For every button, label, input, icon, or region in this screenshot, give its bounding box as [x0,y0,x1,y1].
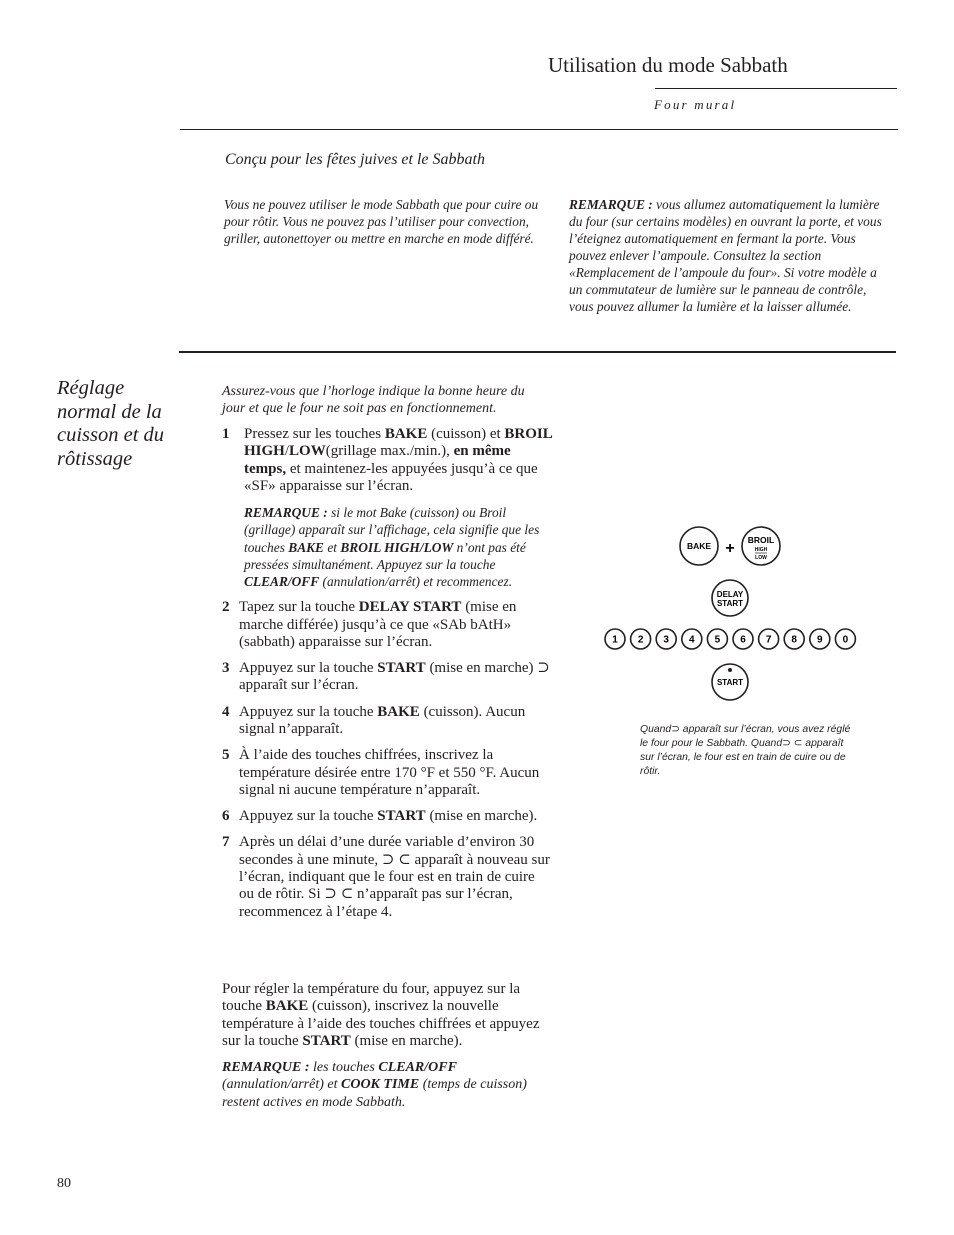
note-key: CLEAR/OFF [244,574,320,589]
number-key-label: 2 [637,634,644,646]
number-key-label: 6 [740,634,746,646]
number-key-6 [733,629,753,649]
start-key [712,664,748,700]
step-text: et maintenez-les appuyées jusqu’à ce que «SF» apparaisse sur l’écran. [244,460,538,494]
broil-key-label: BROIL [747,535,775,545]
step-number: 2 [222,599,230,616]
step-key: START [377,660,426,677]
step-number: 6 [222,808,230,825]
number-key-label: 1 [612,634,618,646]
number-key-label: 9 [817,634,823,646]
number-key-label: 7 [765,634,772,646]
step-number: 1 [222,426,230,442]
step-text: (mise en marche) ⊃ apparaît sur l’écran. [239,660,550,694]
paragraph-key: BAKE [265,998,309,1015]
note-label: REMARQUE : [222,1060,310,1075]
note-text: si le mot Bake (cuisson) ou Broil (grillage) apparaît sur l’affichage, cela signifie que les touches [244,505,540,555]
plus-sign: + [725,540,735,557]
number-key-0 [835,629,855,649]
number-key-5 [707,629,727,649]
section-divider-thick [179,351,896,353]
number-key-3 [656,629,676,649]
paragraph-text: (cuisson), inscrivez la nouvelle température à l’aide des touches chiffrées et appuyez sur la touche [222,998,540,1049]
step-text: Tapez sur la touche [239,599,359,616]
page-number: 80 [57,1176,71,1191]
step-text: Appuyez sur la touche [239,808,378,825]
start-indicator-dot [728,668,732,672]
step-text: Pressez sur les touches [244,426,385,442]
step-note [244,504,552,590]
step-7 [222,834,552,920]
step-number: 3 [222,660,230,677]
step-1 [222,426,552,590]
number-key-2 [631,629,651,649]
closing-note [222,1059,548,1111]
step-key: BAKE [377,703,420,720]
delay-key-label: DELAY [716,590,744,599]
note-key: BROIL HIGH/LOW [340,539,454,555]
keypad-illustration [596,520,866,710]
step-emphasis: en même temps, [244,443,511,477]
temperature-change-paragraph [222,981,548,1050]
note-text: et [324,539,341,555]
note-key: BAKE [288,539,324,555]
step-number: 5 [222,747,230,764]
page-title: Utilisation du mode Sabbath [548,53,788,77]
bake-key [680,527,718,565]
number-keys [605,629,855,649]
intro-note [569,196,891,315]
number-key-label: 0 [842,634,849,646]
paragraph-text: Pour régler la température du four, appuyez sur la touche [222,981,521,1015]
step-text: À l’aide des touches chiffrées, inscrivez la température désirée entre 170 °F et 550 °F. Aucun signal ni aucune température n’apparaît. [239,747,540,798]
step-text: / [284,443,290,460]
number-key-8 [784,629,804,649]
step-text: Appuyez sur la touche [239,660,378,677]
number-key-4 [682,629,702,649]
step-key: LOW [289,443,326,460]
note-text: (annulation/arrêt) et [222,1077,341,1093]
step-key: BAKE [384,426,428,442]
intro-heading: Conçu pour les fêtes juives et le Sabbath [225,151,485,168]
step-number: 4 [222,703,230,720]
step-key: START [377,808,426,825]
number-key-label: 3 [663,634,669,646]
step-text: (mise en marche). [425,808,538,825]
note-text: (annulation/arrêt) et recommencez. [319,574,513,589]
step-text: Appuyez sur la touche [239,703,378,720]
step-number: 7 [222,834,230,851]
step-key: BROIL HIGH [244,426,552,460]
step-3 [222,660,552,695]
keypad-caption: Quand⊃ apparaît sur l’écran, vous avez réglé le four pour le Sabbath. Quand⊃ ⊂ apparaît sur l’écran, le four est en train de cuire ou de rôtir. [640,724,851,777]
section-divider [180,129,898,130]
delay-start-key [712,580,748,616]
delay-start-key-label: START [716,599,744,608]
paragraph-key: START [302,1032,351,1049]
step-text: (grillage max./min.), [325,443,454,460]
note-label: REMARQUE : [569,197,653,212]
steps-list [222,426,552,930]
step-text: Après un délai d’une durée variable d’environ 30 secondes à une minute, ⊃ ⊂ apparaît à nouveau sur l’écran, indiquant que le four est en train de cuire ou de rôtir. Si ⊃ ⊂ n’apparaît pas sur l’écran, recommencez à l’étape 4. [239,834,550,920]
bake-key-label: BAKE [686,541,712,551]
step-text: (cuisson). Aucun signal n’apparaît. [239,703,526,737]
note-text: les touches [309,1060,379,1075]
number-key-label: 4 [689,634,695,646]
paragraph-text: (mise en marche). [350,1032,463,1049]
number-key-9 [810,629,830,649]
start-key-label: START [716,678,744,687]
step-key: DELAY START [358,599,462,616]
note-text: n’ont pas été pressées simultanément. Appuyez sur la touche [244,539,526,572]
intro-left-text: Vous ne pouvez utiliser le mode Sabbath que pour cuire ou pour rôtir. Vous ne pouvez pas l’utiliser pour convection, griller, autonettoyer ou mettre en marche en mode différé. [224,197,539,246]
step-4 [222,704,552,739]
broil-low-label: LOW [755,555,767,561]
section-heading: Réglage normal de la cuisson et du rôtissage [57,377,165,470]
note-text: (temps de cuisson) restent actives en mode Sabbath. [222,1077,527,1110]
number-key-1 [605,629,625,649]
step-2 [222,599,552,651]
broil-high-label: HIGH [754,547,768,553]
title-rule [655,88,897,89]
step-5 [222,747,552,799]
step-text: (cuisson) et [427,426,505,442]
number-key-label: 8 [791,634,797,646]
note-key: COOK TIME [341,1077,420,1093]
number-key-label: 5 [714,634,721,646]
broil-key [742,527,780,565]
page-subtitle: Four mural [654,97,737,112]
note-label: REMARQUE : [244,505,328,521]
step-6 [222,808,552,825]
note-text: vous allumez automatiquement la lumière du four (sur certains modèles) en ouvrant la porte, et vous l’éteignez automatiquement en fermant la porte. Vous pouvez enlever l’ampoule. Consultez la section «Remplacement de l’ampoule du four». Si votre modèle a un commutateur de lumière sur le panneau de contrôle, vous pouvez allumer la lumière et la laisser allumée. [569,197,882,314]
number-key-7 [759,629,779,649]
step-text: (mise en marche différée) jusqu’à ce que «SAb bAtH» (sabbath) apparaisse sur l’écran. [239,599,517,650]
section-intro: Assurez-vous que l’horloge indique la bonne heure du jour et que le four ne soit pas en fonctionnement. [222,384,525,417]
note-key: CLEAR/OFF [378,1060,457,1075]
